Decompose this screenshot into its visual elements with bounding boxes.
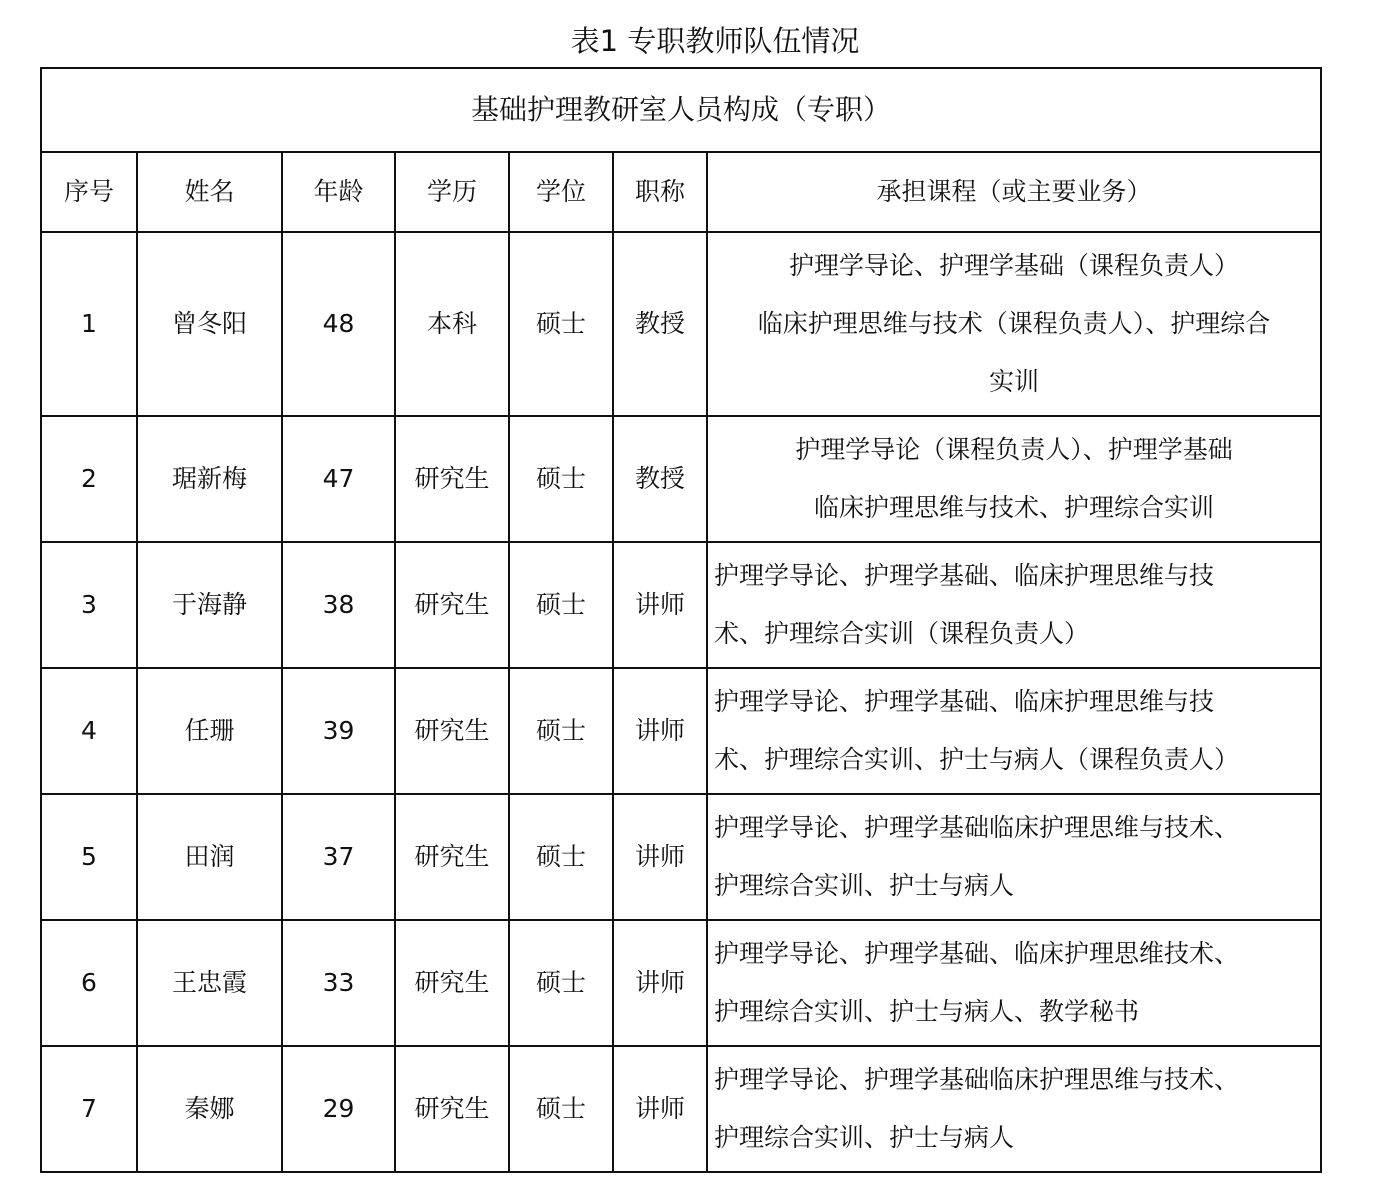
- course-line: 护理学导论、护理学基础临床护理思维与技术、: [714, 1065, 1240, 1094]
- table-caption: 表1 专职教师队伍情况: [570, 24, 860, 58]
- course-line: 护理学导论、护理学基础、临床护理思维与技: [714, 687, 1215, 716]
- course-line: 护理学导论、护理学基础、临床护理思维技术、: [714, 939, 1240, 968]
- cell-name: 王忠霞: [137, 920, 282, 1046]
- table-row: [41, 232, 1321, 416]
- cell-no: 5: [41, 794, 137, 920]
- course-line: 护理综合实训、护士与病人、教学秘书: [714, 997, 1140, 1026]
- cell-name: 琚新梅: [137, 416, 282, 542]
- cell-courses: [707, 668, 1321, 794]
- cell-education: 研究生: [395, 794, 509, 920]
- column-header-no: 序号: [41, 152, 137, 232]
- course-line: 临床护理思维与技术（课程负责人）、护理综合: [757, 309, 1271, 338]
- cell-title: 讲师: [613, 668, 707, 794]
- cell-title: 教授: [613, 232, 707, 416]
- cell-degree: 硕士: [509, 920, 613, 1046]
- course-line: 术、护理综合实训、护士与病人（课程负责人）: [714, 745, 1240, 774]
- section-title: 基础护理教研室人员构成（专职）: [41, 68, 1321, 152]
- cell-no: 1: [41, 232, 137, 416]
- column-header-name: 姓名: [137, 152, 282, 232]
- cell-name: 任珊: [137, 668, 282, 794]
- cell-degree: 硕士: [509, 794, 613, 920]
- table-row: [41, 542, 1321, 668]
- course-line: 护理学导论、护理学基础（课程负责人）: [789, 251, 1240, 280]
- cell-title: 讲师: [613, 920, 707, 1046]
- cell-no: 6: [41, 920, 137, 1046]
- cell-education: 本科: [395, 232, 509, 416]
- cell-age: 38: [282, 542, 395, 668]
- course-line: 护理学导论、护理学基础、临床护理思维与技: [714, 561, 1215, 590]
- cell-degree: 硕士: [509, 668, 613, 794]
- cell-title: 教授: [613, 416, 707, 542]
- cell-name: 田润: [137, 794, 282, 920]
- section-title-row: [41, 68, 1321, 152]
- cell-name: 曾冬阳: [137, 232, 282, 416]
- cell-education: 研究生: [395, 416, 509, 542]
- course-line: 临床护理思维与技术、护理综合实训: [814, 493, 1215, 522]
- course-line: 实训: [989, 367, 1040, 396]
- course-line: 术、护理综合实训（课程负责人）: [714, 619, 1090, 648]
- column-header-degree: 学位: [509, 152, 613, 232]
- course-line: 护理综合实训、护士与病人: [714, 1123, 1015, 1152]
- faculty-table: [40, 67, 1322, 1173]
- column-header-courses: 承担课程（或主要业务）: [707, 152, 1321, 232]
- cell-no: 7: [41, 1046, 137, 1172]
- column-header-title: 职称: [613, 152, 707, 232]
- cell-degree: 硕士: [509, 416, 613, 542]
- cell-courses: [707, 794, 1321, 920]
- cell-degree: 硕士: [509, 232, 613, 416]
- cell-no: 3: [41, 542, 137, 668]
- cell-courses: [707, 542, 1321, 668]
- cell-title: 讲师: [613, 542, 707, 668]
- cell-age: 29: [282, 1046, 395, 1172]
- cell-education: 研究生: [395, 542, 509, 668]
- table-row: [41, 794, 1321, 920]
- cell-education: 研究生: [395, 1046, 509, 1172]
- column-header-age: 年龄: [282, 152, 395, 232]
- column-header-education: 学历: [395, 152, 509, 232]
- cell-title: 讲师: [613, 794, 707, 920]
- cell-education: 研究生: [395, 668, 509, 794]
- cell-age: 48: [282, 232, 395, 416]
- table-row: [41, 668, 1321, 794]
- cell-education: 研究生: [395, 920, 509, 1046]
- cell-no: 4: [41, 668, 137, 794]
- course-line: 护理学导论（课程负责人）、护理学基础: [795, 435, 1233, 464]
- cell-degree: 硕士: [509, 1046, 613, 1172]
- course-line: 护理学导论、护理学基础临床护理思维与技术、: [714, 813, 1240, 842]
- cell-courses: [707, 416, 1321, 542]
- cell-degree: 硕士: [509, 542, 613, 668]
- cell-courses: [707, 920, 1321, 1046]
- column-header-row: [41, 152, 1321, 232]
- course-line: 护理综合实训、护士与病人: [714, 871, 1015, 900]
- cell-age: 39: [282, 668, 395, 794]
- table-row: [41, 1046, 1321, 1172]
- cell-title: 讲师: [613, 1046, 707, 1172]
- cell-age: 37: [282, 794, 395, 920]
- cell-name: 秦娜: [137, 1046, 282, 1172]
- cell-age: 33: [282, 920, 395, 1046]
- cell-courses: [707, 1046, 1321, 1172]
- cell-age: 47: [282, 416, 395, 542]
- cell-courses: [707, 232, 1321, 416]
- cell-name: 于海静: [137, 542, 282, 668]
- cell-no: 2: [41, 416, 137, 542]
- table-row: [41, 920, 1321, 1046]
- table-row: [41, 416, 1321, 542]
